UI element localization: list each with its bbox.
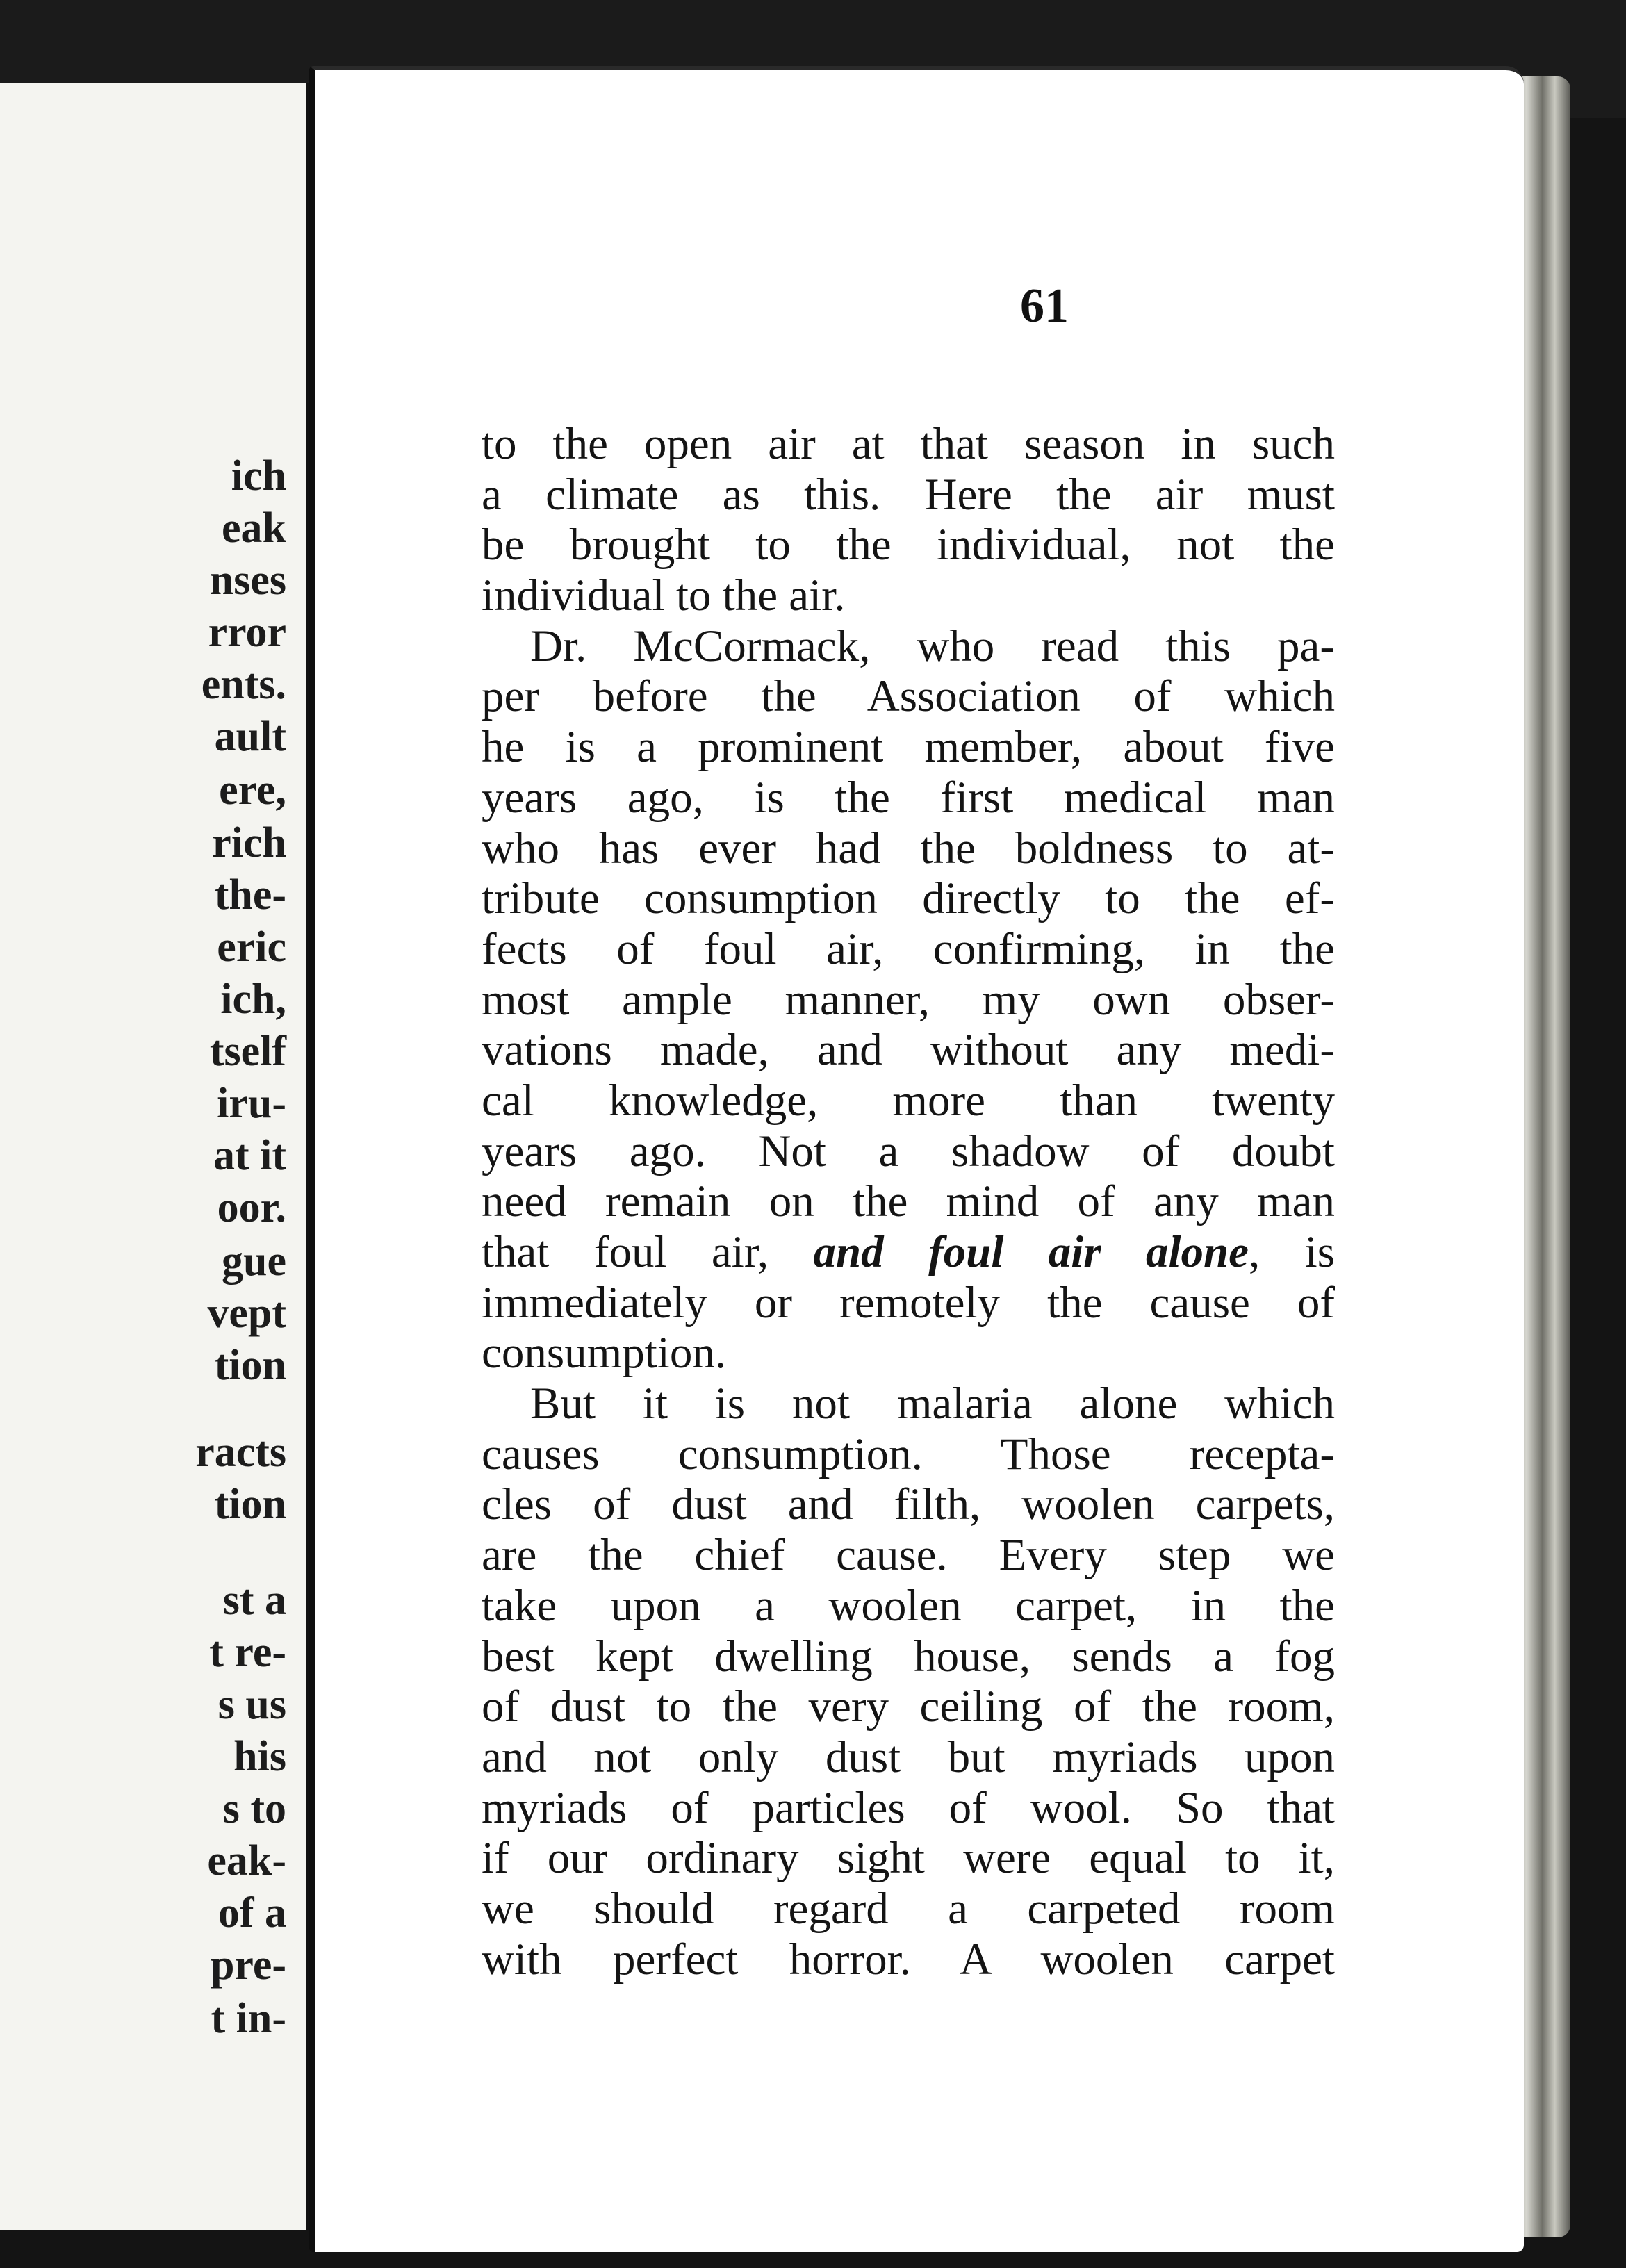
text-line: best kept dwelling house, sends a fog [482, 1631, 1335, 1682]
body-text [482, 419, 1335, 1984]
left-page-fragment: tion [214, 1481, 286, 1528]
left-page-fragment: eric [217, 923, 286, 971]
text-line: a climate as this. Here the air must [482, 469, 1335, 520]
text-segment: that foul air, [482, 1227, 814, 1277]
left-page-fragment: ents. [201, 661, 286, 708]
text-line: if our ordinary sight were equal to it, [482, 1833, 1335, 1884]
text-line: most ample manner, my own obser- [482, 974, 1335, 1025]
left-page-fragment: nses [209, 557, 286, 604]
text-line: immediately or remotely the cause of [482, 1277, 1335, 1328]
text-line: need remain on the mind of any man [482, 1176, 1335, 1227]
left-page-fragment: s us [217, 1681, 286, 1728]
left-page-fragment: ere, [219, 766, 286, 814]
text-line: consumption. [482, 1328, 727, 1379]
text-line: years ago, is the first medical man [482, 772, 1335, 823]
left-page-fragment: ich [231, 452, 286, 500]
text-line: we should regard a carpeted room [482, 1883, 1335, 1934]
text-line: cal knowledge, more than twenty [482, 1075, 1335, 1126]
text-line: cles of dust and filth, woolen carpets, [482, 1479, 1335, 1530]
left-page [0, 83, 313, 2230]
page-number: 61 [1020, 279, 1069, 333]
text-line: of dust to the very ceiling of the room, [482, 1682, 1335, 1732]
text-line: take upon a woolen carpet, in the [482, 1580, 1335, 1631]
left-page-fragment: eak [222, 504, 286, 552]
left-page-fragment: pre- [210, 1941, 286, 1989]
left-page-fragment: oor. [217, 1184, 286, 1231]
text-line: be brought to the individual, not the [482, 520, 1335, 570]
text-line: Dr. McCormack, who read this pa- [530, 621, 1335, 671]
left-page-fragment: gue [222, 1238, 286, 1285]
left-page-fragment: the- [214, 871, 286, 919]
left-page-fragment: racts [195, 1429, 286, 1476]
left-page-fragment: tion [214, 1342, 286, 1389]
text-segment: , is [1249, 1227, 1335, 1277]
text-line: myriads of particles of wool. So that [482, 1782, 1335, 1833]
left-page-fragment: at it [213, 1132, 286, 1179]
text-line: to the open air at that season in such [482, 419, 1335, 469]
right-page [309, 66, 1524, 2252]
left-page-text-fragments [0, 83, 299, 2230]
text-line: But it is not malaria alone which [530, 1379, 1335, 1429]
left-page-fragment: st a [222, 1577, 286, 1624]
left-page-fragment: his [233, 1733, 286, 1780]
text-line [482, 1227, 1335, 1278]
text-line: tribute consumption directly to the ef- [482, 873, 1335, 924]
text-line: per before the Association of which [482, 671, 1335, 722]
text-line: are the chief cause. Every step we [482, 1530, 1335, 1581]
left-page-fragment: rich [212, 819, 286, 866]
left-page-fragment: rror [208, 609, 286, 656]
text-line: causes consumption. Those recepta- [482, 1429, 1335, 1479]
text-line: with perfect horror. A woolen carpet [482, 1934, 1335, 1984]
text-line: fects of foul air, confirming, in the [482, 923, 1335, 974]
left-page-fragment: vept [207, 1290, 286, 1337]
left-page-fragment: t re- [209, 1629, 286, 1676]
left-page-fragment: t in- [211, 1995, 286, 2042]
text-line: he is a prominent member, about five [482, 722, 1335, 773]
text-line: years ago. Not a shadow of doubt [482, 1126, 1335, 1176]
left-page-fragment: iru- [217, 1080, 286, 1127]
text-line: who has ever had the boldness to at- [482, 823, 1335, 873]
left-page-fragment: s to [222, 1785, 286, 1832]
left-page-fragment: tself [209, 1028, 286, 1075]
left-page-fragment: eak- [207, 1837, 286, 1884]
text-line: individual to the air. [482, 570, 846, 621]
text-line: vations made, and without any medi- [482, 1025, 1335, 1076]
text-line: and not only dust but myriads upon [482, 1732, 1335, 1782]
left-page-fragment: ault [214, 713, 286, 760]
left-page-fragment: of a [217, 1889, 286, 1937]
emphasized-text: and foul air alone [813, 1227, 1249, 1277]
left-page-fragment: ich, [220, 976, 286, 1023]
